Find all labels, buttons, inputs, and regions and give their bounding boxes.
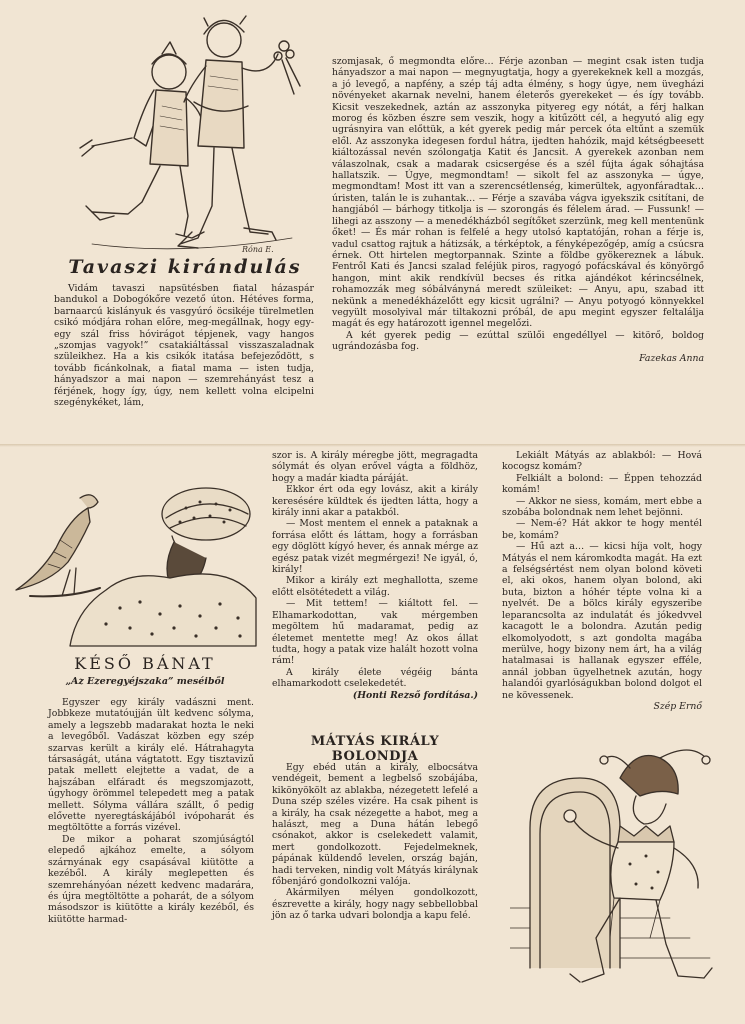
paragraph: Akármilyen mélyen gondolkozott, észrevette a király, hogy nagy sebbellobbal jön az ő tarka udvari bolondja a kapu felé. [272, 887, 478, 922]
story2-title: KÉSŐ BÁNAT [74, 654, 216, 673]
story3-column-left [272, 762, 478, 922]
story1-column-right [332, 56, 704, 364]
paragraph: szor is. A király méregbe jött, megragadta sólymát és olyan erővel vágta a földhöz, hogy a madár kiadta páráját. [272, 450, 478, 484]
paragraph: Egyszer egy király vadászni ment. Jobbkeze mutatóujján ült kedvenc sólyma, amely a legszebb madarakat hozta le neki a levegőből. Vadászat közben egy szép szarvas került a király elé. Hátrahagyta társaságát, utána vágtatott. Egy tisztavizű patak mellett elejtette a vadat, de a hajszában elfáradt és megszomjazott, úgyhogy örömmel telepedett meg a patak mellett. Sólyma vállára szállt, ő pedig elővette nyeregtáskájából ivópoharát és megtöltötte a forrás vizével. [48, 697, 254, 834]
paragraph: szomjasak, ő megmondta előre… Férje azonban — megint csak isten tudja hányadszor a mai napon — megnyugtatja, hogy a gyerekeknek kell a mozgás, a jó levegő, a napfény, a szép táj adta élmény, s hogy úgye, nem üvegházi növényeket akarnak nevelni, hanem életerős gyerekeket — és így tovább. Kicsit veszekednek, aztán az asszonyka pityereg egy nótát, a férj halkan morog és közben észre sem veszik, hogy a kitűzött cél, a hegyutó alig egy ugrásnyira van előttük, a két gyerek pedig már percek óta eltűnt a szemük elől. Az asszonyka idegesen fordul hátra, ijedten hahózik, majd kétségbeesett kiáltozással nevén szólongatja Katit és Jancsit. A gyerekek azonban nem válaszolnak, csak a madarak csicsergése és a szél fújta ágak sóhajtása hallatszik. — Úgye, megmondtam! — sikolt fel az asszonyka — úgye, megmondtam! Most itt van a szerencsétlenség, kimerültek, agyonfáradtak… úristen, talán le is zuhantak… — Férje a szavába vágva igyekszik csitítani, de hangjából — bárhogy titkolja is — szorongás és félelem árad. — Fussunk! — lihegi az asszony — a menedékházból segítőket szerzünk, meg kell mentenünk őket! — És már rohan is felfelé a hegy utolsó kaptatóján, rohan a férje is, vadul csattog rajtuk a hátizsák, a térképtok, a fényképezőgép, amíg a csúcsra érnek. Ott hirtelen megtorpannak. Szinte a földbe gyökereznek a lábuk. Fentről Kati és Jancsi szalad feléjük piros, ragyogó pofácskával és könyörgő hangon, mint akik rendkívül becses és ritka ajándékot kérincsélnek, rohamozzák meg sóbálványná meredt szüleiket: — Anyu, apu, szabad itt nekünk a menedékházelőtt egy kicsit ugrálni? — Anyu potyogó könnyekkel vegyült mosolyival már tiltakozni próbál, de apu megint egyszer feltalálja magát és egy határozott igennel megelőzi. [332, 56, 704, 330]
story1-title: Tavaszi kirándulás [68, 256, 302, 278]
paragraph: — Akkor ne siess, komám, mert ebbe a szobába bolondnak nem lehet bejönni. [502, 495, 702, 519]
paragraph: De mikor a poharat szomjúságtól elepedő ajkához emelte, a sólyom szárnyának egy csapásával kiütötte a kezéből. A király meglepetten és szemrehányóan nézett kedvenc madarára, és újra megtöltötte a poharát, de a sólyom másodszor is kiütötte a király kezéből, és kiütötte harmad- [48, 833, 254, 925]
jester-drawing-icon [510, 738, 715, 988]
story1-author: Fazekas Anna [639, 352, 704, 364]
story1-column-left [54, 283, 314, 408]
paragraph: Vidám tavaszi napsütésben fiatal házaspár bandukol a Dobogókőre vezető úton. Hétéves forma, barnaarcú kislányuk és vasgyúró öcsikéje türelmetlen csikó módjára rohan előre, meg-megállnak, hogy egy-egy szál friss hóvirágot tépjenek, vagy hangos „szomjas vagyok!” csatakiáltással visszaszaladnak szüleikhez. Ha a kis csikók itatása befejeződött, s tovább ficánkolnak, a fiatal mama — isten tudja, hányadszor a mai napon — szemrehányást tesz a férjének, hogy így, úgy, nem kellett volna elcipelni szegénykéket, lám, [54, 283, 314, 409]
page-fold [0, 444, 745, 447]
children-illustration [72, 6, 304, 256]
paragraph: Lekiált Mátyás az ablakból: — Hová kocogsz komám? [502, 450, 702, 473]
paragraph: — Nem-é? Hát akkor te hogy mentél be, komám? [502, 518, 702, 541]
paragraph: — Most mentem el ennek a pataknak a forrása előtt és láttam, hogy a forrásban egy döglött kígyó hever, és annak mérge az egész patak vizét megmérgezi! Ne igyál, ó, király! [272, 518, 478, 576]
story3-column-right [502, 450, 702, 712]
paragraph: Mikor a király ezt meghallotta, szeme előtt elsötétedett a világ. [272, 575, 478, 598]
jester-illustration [510, 738, 715, 988]
paragraph: A két gyerek pedig — ezúttal szülői engedéllyel — kitörő, boldog ugrándozásba fog. [332, 329, 704, 353]
story2-translator: (Honti Rezső fordítása.) [352, 689, 478, 701]
story3-author: Szép Ernő [653, 700, 702, 712]
story2-column-left [48, 697, 254, 925]
story2-subtitle: „Az Ezeregyéjszaka” meséiből [65, 676, 225, 687]
paragraph: — Mit tettem! — kiáltott fel. — Elhamarkodottan, vak mérgemben megöltem hű madaramat, pedig az életemet mentette meg! Az okos állat tudta, hogy a patak vize halált hozott volna rám! [272, 598, 478, 667]
story3-title: MÁTYÁS KIRÁLY BOLONDJA [310, 734, 440, 764]
paragraph: Ekkor ért oda egy lovász, akit a király keresésére küldtek és ijedten látta, hogy a király inni akar a patakból. [272, 484, 478, 519]
paragraph: Felkiált a bolond: — Éppen tehozzád komám! [502, 472, 702, 496]
falcon-king-illustration [10, 478, 260, 648]
illustration-signature: Róna E. [242, 245, 274, 254]
paragraph: A király élete végéig bánta elhamarkodott cselekedetét. [272, 666, 478, 690]
story2-column-right [272, 450, 478, 701]
falcon-king-drawing-icon [10, 478, 260, 648]
paragraph: — Hű azt a… — kicsi híja volt, hogy Mátyás el nem káromkodta magát. Ha ezt a felségsértést nem olyan bolond követi el, aki okos, hanem olyan bolond, aki buta, bizton a hóhér tépte volna ki a nyelvét. De a bölcs király egyszeribe leparancsolta az indulatát és jókedvvel kacagott le a bolondra. Azután pedig elkomolyodott, s azt gondolta magába merülve, hogy bizony nem árt, ha a világ hatalmasai is hallanak egyszer efféle, annál jobban ügyelhetnek azután, hogy halandói gyarlóságukban bolond dolgot el ne kövessenek. [502, 541, 702, 701]
children-drawing-icon [72, 6, 304, 256]
paragraph: Egy ebéd után a király, elbocsátva vendégeit, bement a legbelső szobájába, kikönyökölt az ablakba, nézegetett lefelé a Duna szép széles vizére. Ha csak pihent is a király, ha csak nézegette a habot, meg a halászt, meg a Duna hátán lebegő csónakot, akkor is cselekedett valamit, mert gondolkozott. Fejedelmeknek, pápának küldendő levelen, ország baján, hadi terveken, nindig volt Mátyás királynak főbenjáró gondolkozni valója. [272, 762, 478, 888]
